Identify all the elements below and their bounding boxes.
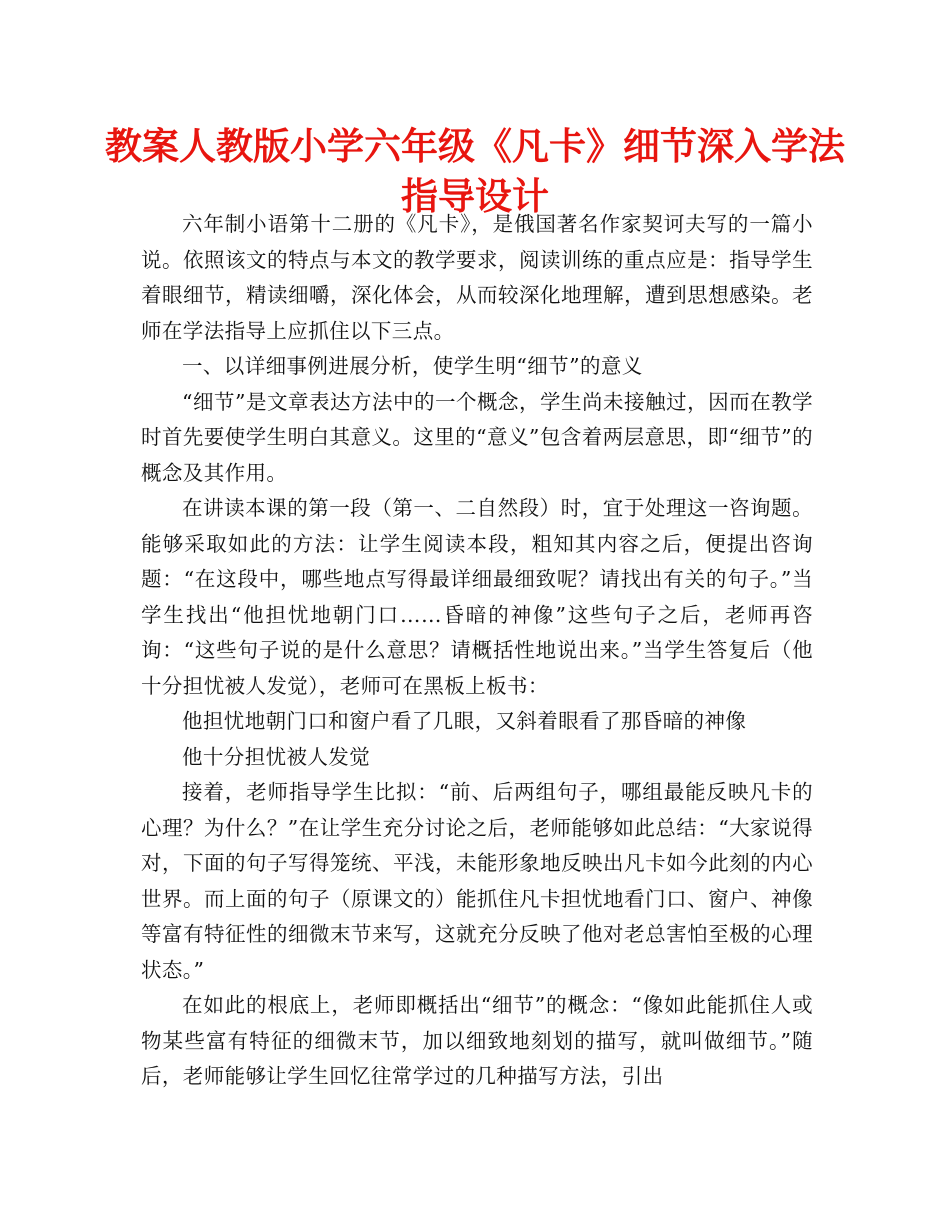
paragraph-comparison: 接着，老师指导学生比拟：“前、后两组句子，哪组最能反映凡卡的心理？为什么？”在让学生充分讨论之后，老师能够如此总结：“大家说得对，下面的句子写得笼统、平浅，未能形象地反映出凡卡如今此刻的内心世界。而上面的句子（原课文的）能抓住凡卡担忧地看门口、窗户、神像等富有特征性的细微末节来写，这就充分反映了他对老总害怕至极的心理状态。”	[141, 780, 813, 982]
document-title: 教案人教版小学六年级《凡卡》细节深入学法指导设计	[105, 125, 845, 218]
paragraph-intro: 六年制小语第十二册的《凡卡》，是俄国著名作家契诃夫写的一篇小说。依照该文的特点与本文的教学要求，阅读训练的重点应是：指导学生着眼细节，精读细嚼，深化体会，从而较深化地理解，遭到思想感染。老师在学法指导上应抓住以下三点。	[141, 212, 813, 343]
paragraph-detail-concept: “细节”是文章表达方法中的一个概念，学生尚未接触过，因而在教学时首先要使学生明白其意义。这里的“意义”包含着两层意思，即“细节”的概念及其作用。	[141, 389, 813, 485]
paragraph-definition: 在如此的根底上，老师即概括出“细节”的概念：“像如此能抓住人或物某些富有特征的细微末节，加以细致地刻划的描写，就叫做细节。”随后，老师能够让学生回忆往常学过的几种描写方法，引出	[141, 993, 813, 1088]
blackboard-line-1: 他担忧地朝门口和窗户看了几眼，又斜着眼看了那昏暗的神像	[182, 709, 747, 733]
section-heading-1: 一、以详细事例进展分析，使学生明“细节”的意义	[182, 354, 643, 378]
document-body	[141, 207, 813, 1095]
paragraph-first-section: 在讲读本课的第一段（第一、二自然段）时，宜于处理这一咨询题。能够采取如此的方法：让学生阅读本段，粗知其内容之后，便提出咨询题：“在这段中，哪些地点写得最详细最细致呢？请找出有关的句子。”当学生找出“他担忧地朝门口……昏暗的神像”这些句子之后，老师再咨询：“这些句子说的是什么意思？请概括性地说出来。”当学生答复后（他十分担忧被人发觉），老师可在黑板上板书：	[141, 496, 813, 698]
blackboard-line-2: 他十分担忧被人发觉	[182, 744, 371, 769]
